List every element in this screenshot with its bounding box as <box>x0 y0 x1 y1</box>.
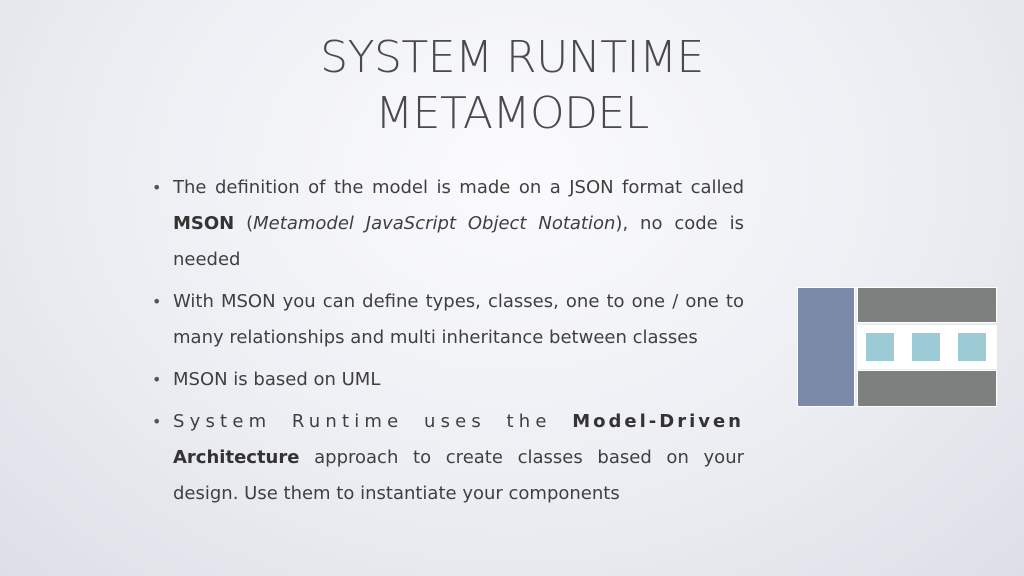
bullet-text: The definition of the model is made on a JSON format called <box>173 177 744 198</box>
diagram-middle-row <box>857 325 997 369</box>
bullet-item-json-definition <box>152 170 744 278</box>
bullet-item-mson-types <box>152 284 744 356</box>
bullet-text: System Runtime uses the <box>173 411 573 432</box>
diagram-cell <box>958 333 986 361</box>
bullet-list <box>152 170 744 512</box>
diagram-cell <box>866 333 894 361</box>
bullet-item-model-driven <box>152 404 744 512</box>
bullet-marker: • <box>152 412 162 431</box>
diagram-cell <box>912 333 940 361</box>
bullet-text: ( <box>234 213 254 234</box>
bullet-item-uml <box>152 362 744 398</box>
bullet-marker: • <box>152 370 162 389</box>
slide-title-line-2: METAMODEL <box>375 88 649 139</box>
bullet-bold-text: MSON <box>173 213 235 234</box>
bullet-bold-text: Model-Driven <box>572 411 744 432</box>
diagram-left-block <box>797 287 855 407</box>
bullet-marker: • <box>152 292 162 311</box>
bullet-text: With MSON you can define types, classes, one to one / one to many relationships and multi inheritance between classes <box>173 291 744 348</box>
bullet-bold-text: Architecture <box>173 447 300 468</box>
metamodel-diagram-illustration <box>797 287 997 407</box>
diagram-bottom-bar <box>857 370 997 407</box>
slide-title <box>0 30 1024 142</box>
slide-title-line-1: SYSTEM RUNTIME <box>320 32 704 83</box>
diagram-top-bar <box>857 287 997 323</box>
bullet-text: MSON is based on UML <box>173 369 381 390</box>
bullet-italic-text: Metamodel JavaScript Object Notation <box>253 213 616 234</box>
bullet-text: approach to create classes based on your design. Use them to instantiate your components <box>173 447 744 504</box>
bullet-marker: • <box>152 178 162 197</box>
bullet-text: ), no code is needed <box>173 213 744 270</box>
